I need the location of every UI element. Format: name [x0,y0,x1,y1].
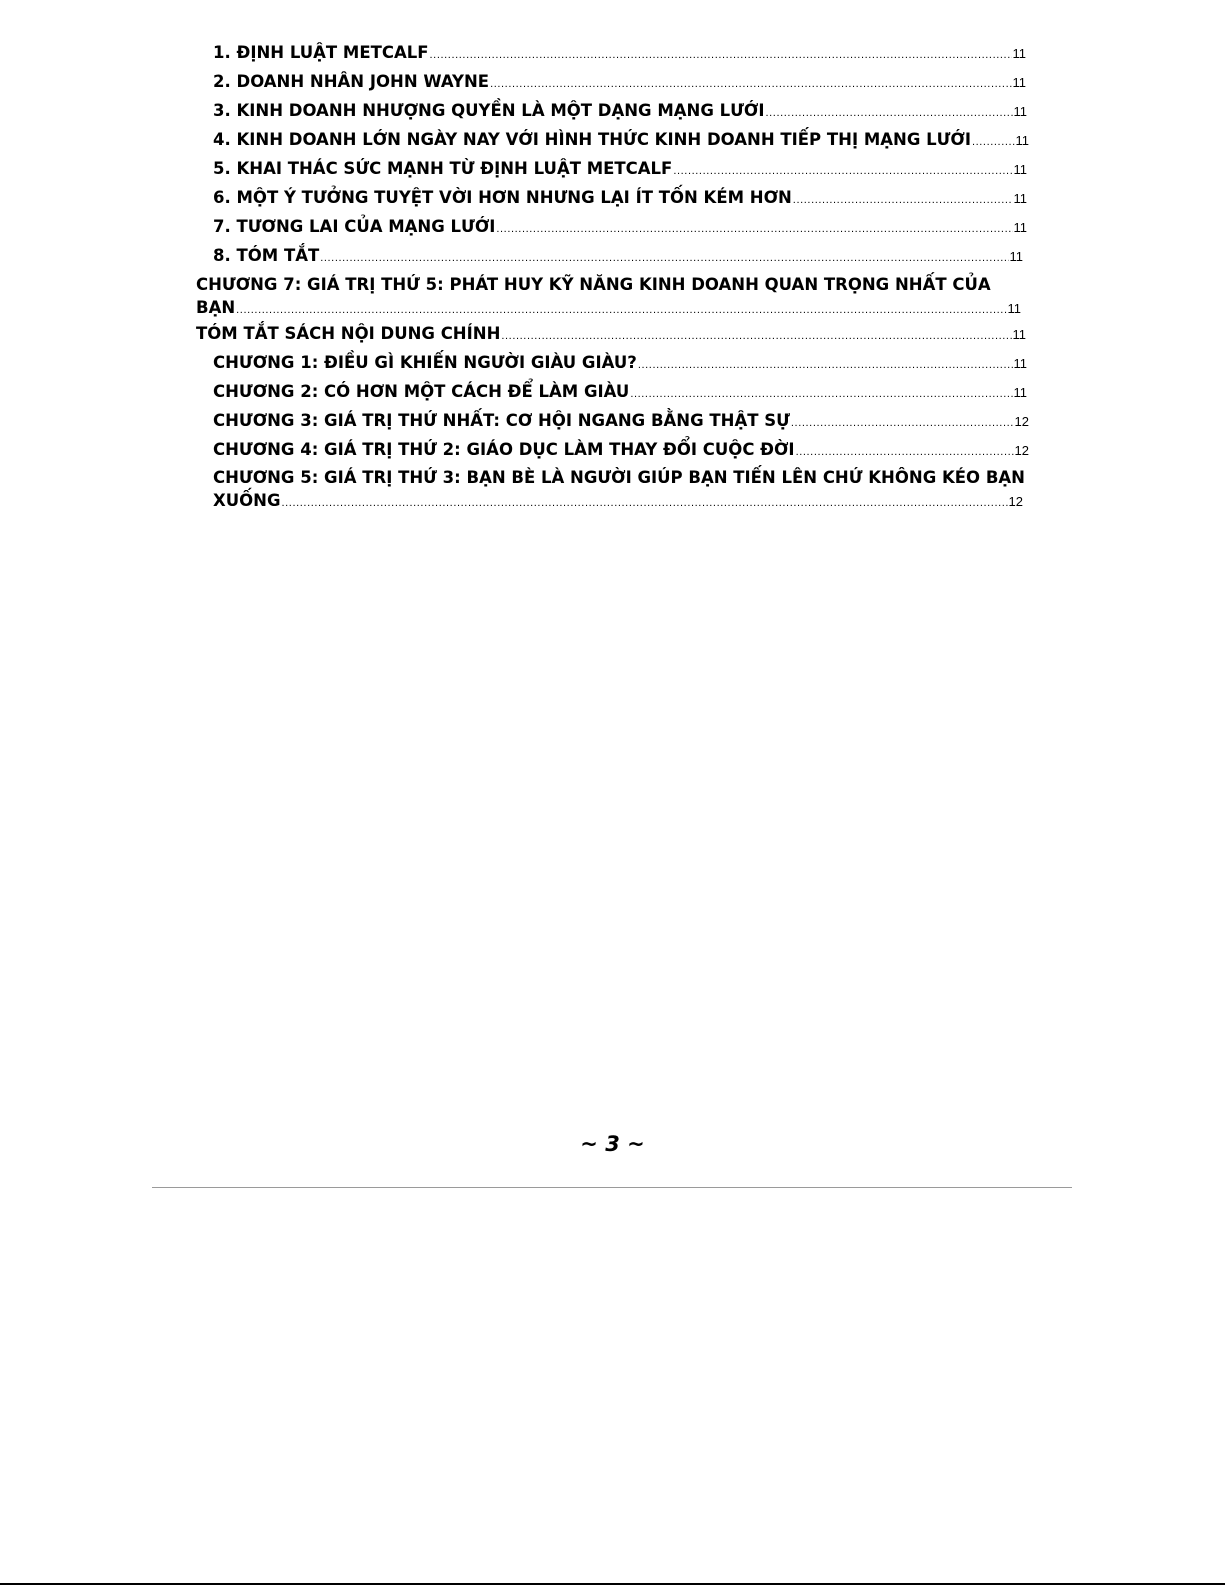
toc-entry-page: 11 [1012,327,1026,342]
toc-entry[interactable] [213,215,1027,241]
toc-entry[interactable] [213,70,1026,96]
toc-entry-page: 11 [1013,385,1027,400]
dot-leader [630,383,1012,406]
dot-leader [793,189,1013,212]
toc-entry-page: 11 [1009,249,1023,264]
dot-leader [791,412,1014,435]
dot-leader [320,247,1008,270]
dot-leader [673,160,1012,183]
toc-entry-title: 4. KINH DOANH LỚN NGÀY NAY VỚI HÌNH THỨC KINH DOANH TIẾP THỊ MẠNG LƯỚI [213,130,971,149]
toc-entry-page: 11 [1012,46,1026,61]
toc-entry-title: 7. TƯƠNG LAI CỦA MẠNG LƯỚI [213,217,496,236]
toc-entry[interactable] [213,409,1029,435]
toc-entry-title: 8. TÓM TẮT [213,246,320,265]
toc-entry-chapter[interactable] [213,466,1023,515]
toc-entry-page: 11 [1013,220,1027,235]
dot-leader [236,299,1006,322]
dot-leader [501,325,1011,348]
dot-leader [430,44,1012,67]
toc-entry-title: 1. ĐỊNH LUẬT METCALF [213,43,429,62]
toc-entry-title-continued: BẠN [196,298,236,317]
dot-leader [282,492,1008,515]
toc-entry-title: CHƯƠNG 2: CÓ HƠN MỘT CÁCH ĐỂ LÀM GIÀU [213,382,630,401]
toc-entry-title: CHƯƠNG 7: GIÁ TRỊ THỨ 5: PHÁT HUY KỸ NĂNG KINH DOANH QUAN TRỌNG NHẤT CỦA [196,275,991,294]
dot-leader [765,102,1012,125]
footer-divider [152,1187,1072,1188]
toc-entry-page: 11 [1013,162,1027,177]
dot-leader [796,441,1014,464]
toc-entry-title: CHƯƠNG 5: GIÁ TRỊ THỨ 3: BẠN BÈ LÀ NGƯỜI GIÚP BẠN TIẾN LÊN CHỨ KHÔNG KÉO BẠN [213,468,1025,487]
toc-entry-page: 11 [1015,133,1029,148]
dot-leader [972,131,1015,154]
toc-entry-page: 12 [1014,443,1029,458]
toc-entry-title: 5. KHAI THÁC SỨC MẠNH TỪ ĐỊNH LUẬT METCALF [213,159,673,178]
toc-entry-page: 11 [1007,301,1021,316]
toc-entry-title: TÓM TẮT SÁCH NỘI DUNG CHÍNH [196,324,501,343]
toc-entry-title: 6. MỘT Ý TƯỞNG TUYỆT VỜI HƠN NHƯNG LẠI ÍT TỐN KÉM HƠN [213,188,792,207]
toc-entry[interactable] [213,186,1027,212]
toc-entry-page: 11 [1012,75,1026,90]
toc-entry[interactable] [213,157,1027,183]
toc-entry[interactable] [213,128,1029,154]
toc-entry-page: 12 [1008,494,1023,509]
toc-entry-title: CHƯƠNG 4: GIÁ TRỊ THỨ 2: GIÁO DỤC LÀM THAY ĐỔI CUỘC ĐỜI [213,440,795,459]
dot-leader [638,354,1013,377]
toc-entry-title: CHƯƠNG 3: GIÁ TRỊ THỨ NHẤT: CƠ HỘI NGANG BẰNG THẬT SỰ [213,411,790,430]
toc-entry[interactable] [213,244,1023,270]
toc-entry[interactable] [213,380,1027,406]
toc-entry[interactable] [213,438,1029,464]
toc-entry-title: 3. KINH DOANH NHƯỢNG QUYỀN LÀ MỘT DẠNG MẠNG LƯỚI [213,101,765,120]
toc-entry[interactable] [213,99,1027,125]
toc-entry-title: 2. DOANH NHÂN JOHN WAYNE [213,72,490,91]
dot-leader [496,218,1012,241]
toc-entry-title: CHƯƠNG 1: ĐIỀU GÌ KHIẾN NGƯỜI GIÀU GIÀU? [213,353,637,372]
toc-entry-page: 11 [1013,356,1027,371]
toc-entry-page: 12 [1014,414,1029,429]
toc-entry[interactable] [213,351,1027,377]
toc-entry-page: 11 [1013,104,1027,119]
toc-entry[interactable] [213,41,1026,67]
page-number: ~ 3 ~ [580,1132,645,1156]
toc-entry-section[interactable] [196,322,1026,348]
dot-leader [490,73,1011,96]
toc-entry-page: 11 [1013,191,1027,206]
toc-entry-chapter[interactable] [196,273,1021,322]
toc-entry-title-continued: XUỐNG [213,491,281,510]
